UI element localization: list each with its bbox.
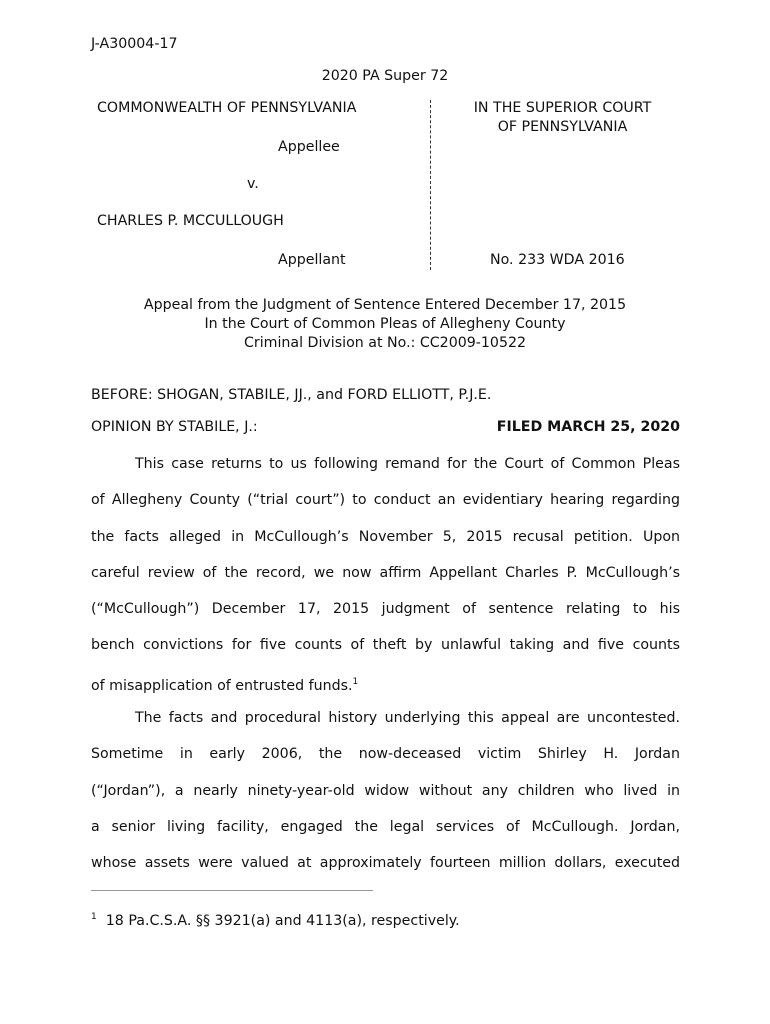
panel-before: BEFORE: SHOGAN, STABILE, JJ., and FORD ELLIOTT, P.J.E. <box>91 387 492 403</box>
filed-date: FILED MARCH 25, 2020 <box>496 419 680 435</box>
footnote-text: 18 Pa.C.S.A. §§ 3921(a) and 4113(a), respectively. <box>105 913 460 929</box>
paragraph-line: whose assets were valued at approximately fourteen million dollars, executed <box>91 855 680 872</box>
footnote <box>91 912 460 929</box>
paragraph-line: This case returns to us following remand for the Court of Common Pleas <box>135 456 680 472</box>
footnote-number: 1 <box>91 912 97 922</box>
paragraph-line: The facts and procedural history underlying this appeal are uncontested. <box>135 710 680 726</box>
party1-name: COMMONWEALTH OF PENNSYLVANIA <box>97 100 357 116</box>
paragraph-1 <box>91 454 680 708</box>
party2-name: CHARLES P. MCCULLOUGH <box>97 213 284 229</box>
paragraph-line: Sometime in early 2006, the now-deceased victim Shirley H. Jordan <box>91 746 680 763</box>
docket-code: J-A30004-17 <box>91 36 178 52</box>
paragraph-line: of Allegheny County (“trial court”) to conduct an evidentiary hearing regarding <box>91 492 680 509</box>
appeal-line2: In the Court of Common Pleas of Allegheny County <box>204 316 566 332</box>
paragraph-line: a senior living facility, engaged the legal services of McCullough. Jordan, <box>91 818 680 835</box>
party1-role: Appellee <box>278 139 340 155</box>
court-name-line1: IN THE SUPERIOR COURT <box>473 100 652 116</box>
versus: v. <box>247 176 259 192</box>
party2-role: Appellant <box>278 252 346 268</box>
paragraph-line-text: of misapplication of entrusted funds. <box>91 677 353 694</box>
docket-number: No. 233 WDA 2016 <box>490 252 625 268</box>
paragraph-last-line <box>91 672 680 708</box>
caption-divider <box>430 100 431 270</box>
paragraph-line: (“Jordan”), a nearly ninety-year-old widow without any children who lived in <box>91 782 680 799</box>
paragraph-2 <box>91 708 680 889</box>
paragraph-line: (“McCullough”) December 17, 2015 judgment of sentence relating to his <box>91 601 680 618</box>
paragraph-line: careful review of the record, we now affirm Appellant Charles P. McCullough’s <box>91 564 680 581</box>
appeal-line3: Criminal Division at No.: CC2009-10522 <box>243 335 527 351</box>
court-name-line2: OF PENNSYLVANIA <box>497 119 628 135</box>
citation: 2020 PA Super 72 <box>321 68 449 84</box>
opinion-author: OPINION BY STABILE, J.: <box>91 419 258 435</box>
paragraph-line: bench convictions for five counts of theft by unlawful taking and five counts <box>91 637 680 654</box>
appeal-line1: Appeal from the Judgment of Sentence Entered December 17, 2015 <box>143 297 627 313</box>
paragraph-line: the facts alleged in McCullough’s November 5, 2015 recusal petition. Upon <box>91 528 680 545</box>
footnote-reference[interactable]: 1 <box>352 676 359 687</box>
footnote-separator <box>91 890 373 891</box>
